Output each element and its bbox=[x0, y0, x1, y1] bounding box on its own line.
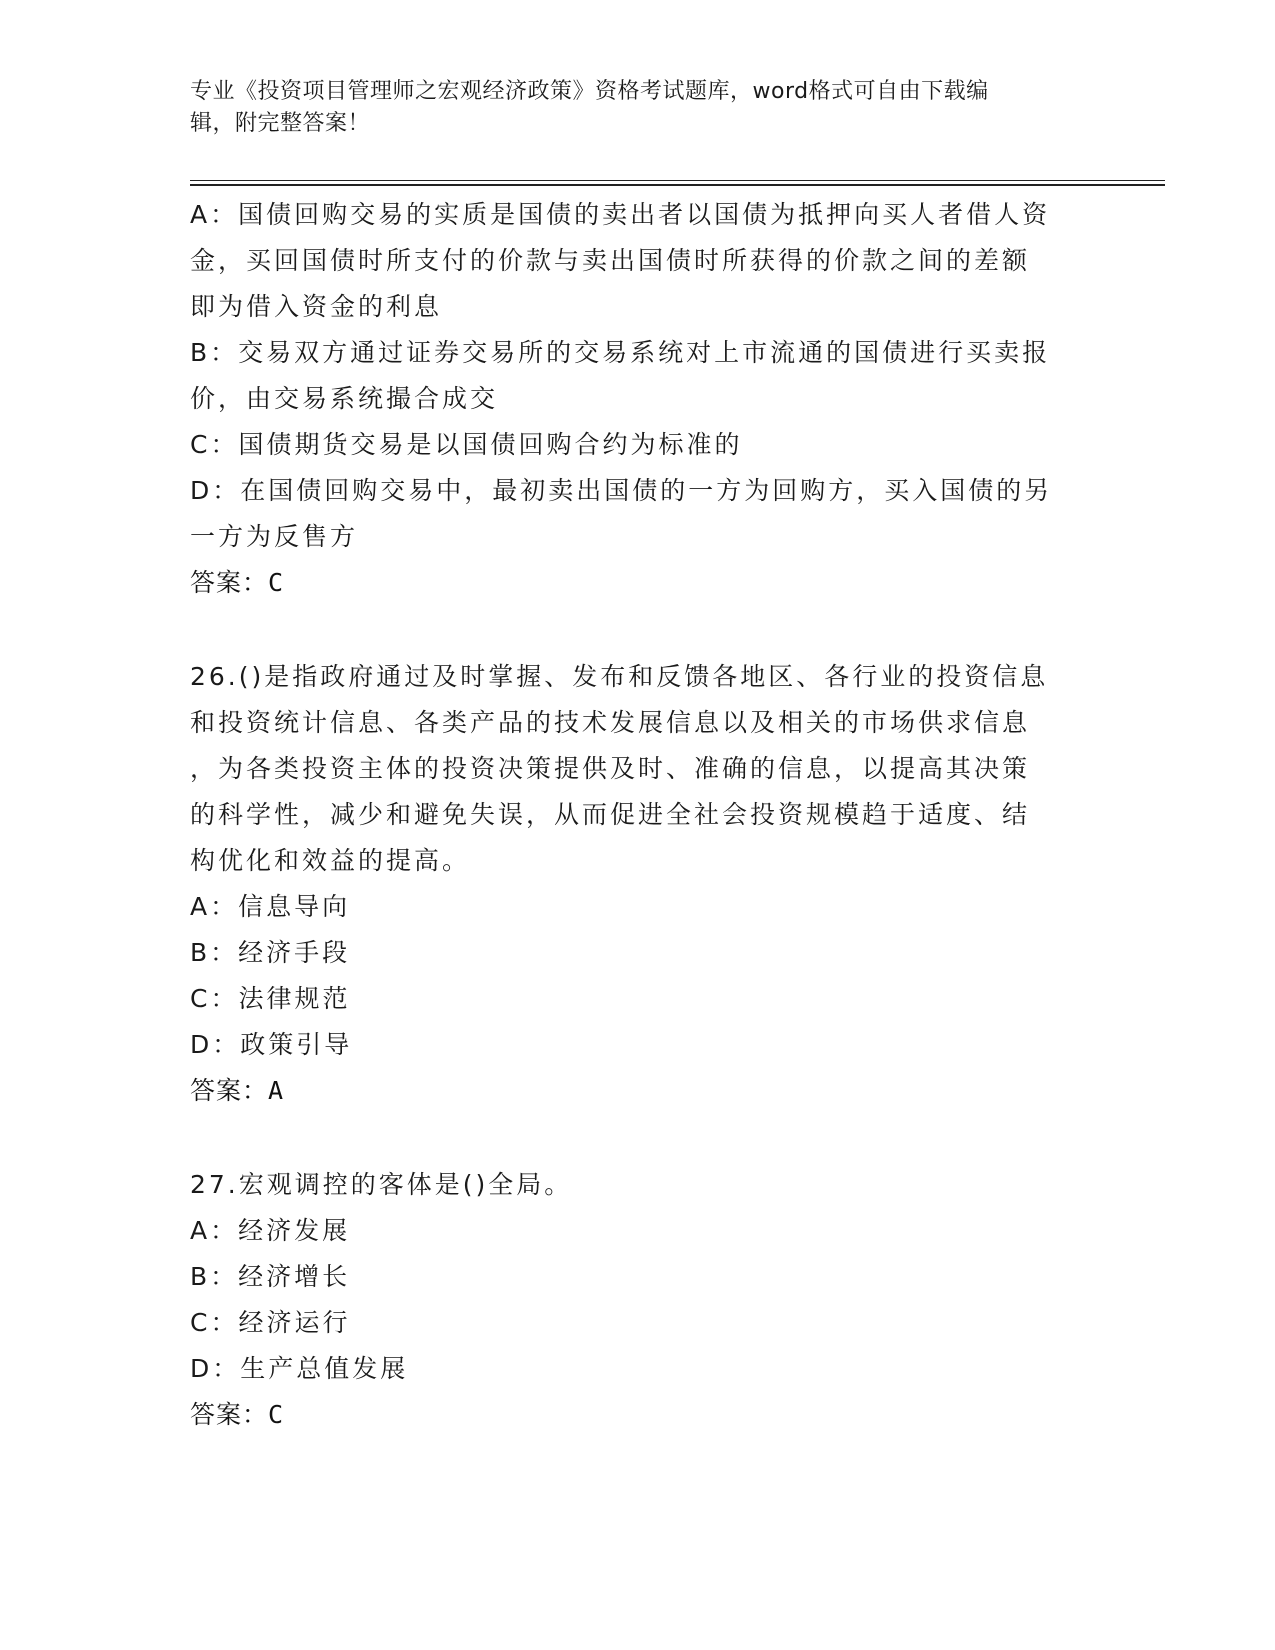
q25-option-c-line-1: C：国债期货交易是以国债回购合约为标准的 bbox=[190, 430, 743, 459]
q25-option-b-line-1: B：交易双方通过证券交易所的交易系统对上市流通的国债进行买卖报 bbox=[190, 338, 1051, 367]
q26-option-a: A：信息导向 bbox=[190, 892, 351, 921]
q27-answer-label: 答案： bbox=[190, 1400, 269, 1429]
q25-answer-label: 答案： bbox=[190, 568, 269, 597]
q27-option-c: C：经济运行 bbox=[190, 1308, 351, 1337]
q27-option-b: B：经济增长 bbox=[190, 1262, 351, 1291]
question-25-block bbox=[190, 192, 1090, 606]
q25-answer bbox=[190, 560, 1090, 606]
header-line-1: 专业《投资项目管理师之宏观经济政策》资格考试题库，word格式可自由下载编 bbox=[190, 79, 989, 104]
q25-option-d-line-2: 一方为反售方 bbox=[190, 522, 359, 551]
q25-option-d-line-1: D：在国债回购交易中，最初卖出国债的一方为回购方，买入国债的另 bbox=[190, 476, 1053, 505]
header-line-2: 辑，附完整答案！ bbox=[190, 111, 371, 136]
q26-stem-line-2: 和投资统计信息、各类产品的技术发展信息以及相关的市场供求信息 bbox=[190, 708, 1031, 737]
q25-option-a bbox=[190, 192, 1090, 330]
question-spacer bbox=[190, 606, 1090, 654]
header-divider-thin bbox=[190, 180, 1165, 181]
q27-stem: 27.宏观调控的客体是()全局。 bbox=[190, 1170, 573, 1199]
q26-stem-line-5: 构优化和效益的提高。 bbox=[190, 846, 471, 875]
q25-option-b bbox=[190, 330, 1090, 422]
q27-answer bbox=[190, 1392, 1090, 1438]
q25-answer-value: C bbox=[268, 568, 284, 597]
q27-option-a: A：经济发展 bbox=[190, 1216, 351, 1245]
question-content bbox=[190, 192, 1090, 1438]
question-26-block bbox=[190, 654, 1090, 1114]
header-divider-thick bbox=[190, 184, 1165, 186]
q27-option-d: D：生产总值发展 bbox=[190, 1354, 409, 1383]
q26-answer-label: 答案： bbox=[190, 1076, 269, 1105]
q26-answer-value: A bbox=[268, 1076, 284, 1105]
q25-option-a-line-1: A：国债回购交易的实质是国债的卖出者以国债为抵押向买人者借人资 bbox=[190, 200, 1051, 229]
q26-stem bbox=[190, 654, 1090, 884]
document-header bbox=[190, 76, 1080, 140]
q26-option-c: C：法律规范 bbox=[190, 984, 351, 1013]
question-27-block bbox=[190, 1162, 1090, 1438]
q25-option-d bbox=[190, 468, 1090, 560]
q25-option-c bbox=[190, 422, 1090, 468]
q26-option-d: D：政策引导 bbox=[190, 1030, 353, 1059]
q26-stem-line-4: 的科学性，减少和避免失误，从而促进全社会投资规模趋于适度、结 bbox=[190, 800, 1031, 829]
q26-stem-line-3: ，为各类投资主体的投资决策提供及时、准确的信息，以提高其决策 bbox=[190, 754, 1031, 783]
q25-option-a-line-3: 即为借入资金的利息 bbox=[190, 292, 443, 321]
q26-option-b: B：经济手段 bbox=[190, 938, 351, 967]
q27-answer-value: C bbox=[268, 1400, 284, 1429]
q26-answer bbox=[190, 1068, 1090, 1114]
q25-option-a-line-2: 金，买回国债时所支付的价款与卖出国债时所获得的价款之间的差额 bbox=[190, 246, 1031, 275]
question-spacer bbox=[190, 1114, 1090, 1162]
q25-option-b-line-2: 价，由交易系统撮合成交 bbox=[190, 384, 499, 413]
q26-stem-line-1: 26.()是指政府通过及时掌握、发布和反馈各地区、各行业的投资信息 bbox=[190, 662, 1049, 691]
